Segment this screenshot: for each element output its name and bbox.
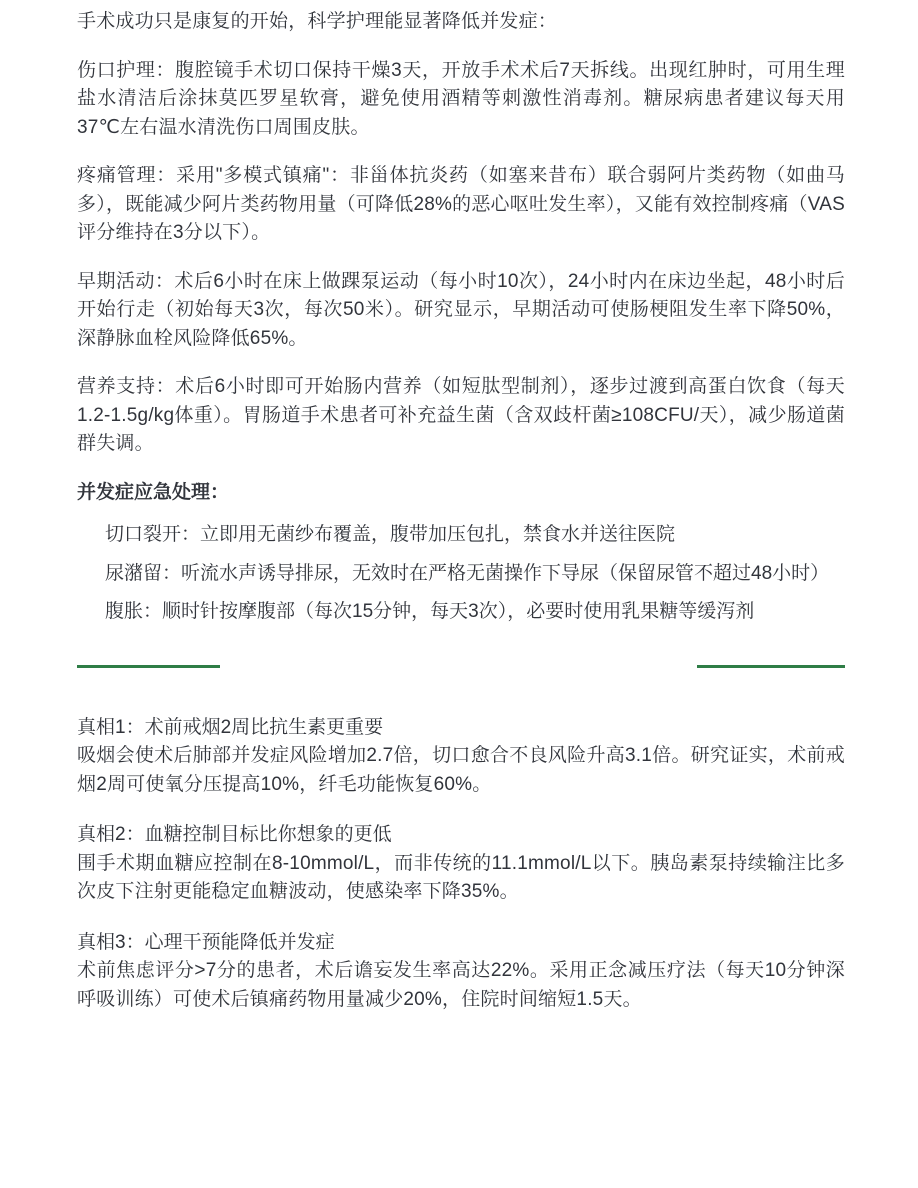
emergency-item-bloating: 腹胀：顺时针按摩腹部（每次15分钟，每天3次），必要时使用乳果糖等缓泻剂: [105, 601, 755, 622]
emergency-item-urinary-retention: 尿潴留：听流水声诱导排尿，无效时在严格无菌操作下导尿（保留尿管不超过48小时）: [105, 562, 830, 584]
truth-heading: 真相2：血糖控制目标比你想象的更低: [77, 824, 392, 845]
truth-heading: 真相1：术前戒烟2周比抗生素更重要: [77, 716, 384, 738]
truth-body: 吸烟会使术后肺部并发症风险增加2.7倍，切口愈合不良风险升高3.1倍。研究证实，术前戒烟2周可使氧分压提高10%，纤毛功能恢复60%。: [77, 745, 845, 795]
care-paragraph-activity: [77, 268, 845, 354]
truth-block-2: [77, 821, 845, 907]
care-label: 疼痛管理：: [77, 165, 177, 186]
section-divider: [77, 665, 845, 668]
truth-body: 围手术期血糖应控制在8-10mmol/L，而非传统的11.1mmol/L以下。胰岛素泵持续输注比多次皮下注射更能稳定血糖波动，使感染率下降35%。: [77, 852, 845, 902]
intro-paragraph: [77, 8, 845, 37]
intro-text: 手术成功只是康复的开始，科学护理能显著降低并发症：: [77, 11, 558, 32]
emergency-section-heading: 并发症应急处理：: [77, 481, 230, 503]
truth-block-3: [77, 929, 845, 1015]
care-paragraph-wound: [77, 57, 845, 143]
truth-block-1: [77, 714, 845, 800]
truth-heading: 真相3：心理干预能降低并发症: [77, 931, 335, 953]
care-label: 伤口护理：: [77, 59, 176, 81]
care-text: 术后6小时即可开始肠内营养（如短肽型制剂），逐步过渡到高蛋白饮食（每天1.2-1.5g/kg体重）。胃肠道手术患者可补充益生菌（含双歧杆菌≥108CFU/天），减少肠道菌群失调。: [77, 376, 845, 454]
care-text: 采用"多模式镇痛"：非甾体抗炎药（如塞来昔布）联合弱阿片类药物（如曲马多），既能减少阿片类药物用量（可降低28%的恶心呕吐发生率），又能有效控制疼痛（VAS评分维持在3分以下）。: [77, 165, 845, 243]
care-paragraph-pain: [77, 162, 845, 248]
divider-line-left: [77, 665, 220, 668]
emergency-item-dehiscence: 切口裂开：立即用无菌纱布覆盖，腹带加压包扎，禁食水并送往医院: [105, 524, 676, 545]
care-label: 早期活动：: [77, 270, 175, 292]
care-label: 营养支持：: [77, 376, 176, 397]
care-text: 腹腔镜手术切口保持干燥3天，开放手术术后7天拆线。出现红肿时，可用生理盐水清洁后涂抹莫匹罗星软膏，避免使用酒精等刺激性消毒剂。糖尿病患者建议每天用37℃左右温水清洗伤口周围皮肤。: [77, 59, 845, 138]
care-text: 术后6小时在床上做踝泵运动（每小时10次），24小时内在床边坐起，48小时后开始行走（初始每天3次，每次50米）。研究显示，早期活动可使肠梗阻发生率下降50%，深静脉血栓风险降低65%。: [77, 270, 845, 349]
care-paragraph-nutrition: [77, 373, 845, 459]
truth-body: 术前焦虑评分>7分的患者，术后谵妄发生率高达22%。采用正念减压疗法（每天10分钟深呼吸训练）可使术后镇痛药物用量减少20%，住院时间缩短1.5天。: [77, 960, 845, 1010]
divider-line-right: [697, 665, 845, 668]
